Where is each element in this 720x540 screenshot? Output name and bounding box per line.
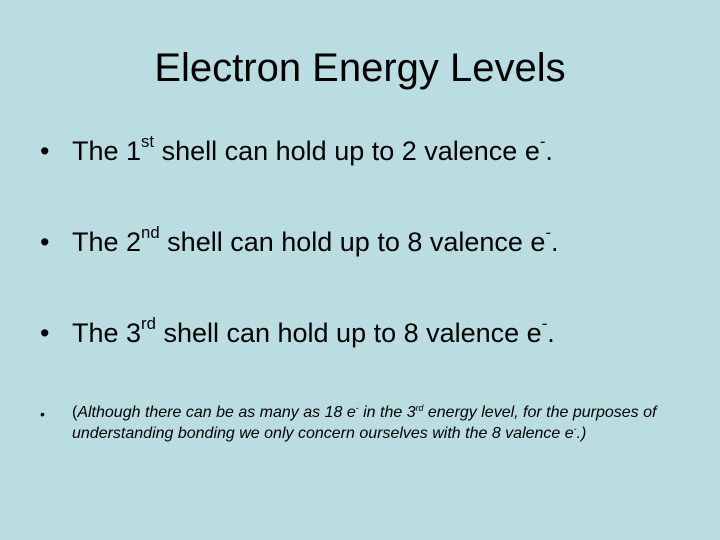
slide-title: Electron Energy Levels (154, 46, 566, 90)
ordinal-suffix: st (141, 132, 155, 152)
charge-superscript: - (539, 132, 546, 152)
ordinal-suffix: rd (141, 314, 156, 334)
note-part: Although there can be as many as 18 e (77, 404, 356, 421)
bullet-middle: shell can hold up to 8 valence e (155, 318, 542, 348)
bullet-marker: • (40, 136, 50, 166)
bullet-end: . (545, 136, 553, 166)
note-part: .) (576, 425, 587, 442)
ordinal-suffix: nd (141, 223, 160, 243)
ordinal-suffix: rd (415, 402, 424, 413)
charge-superscript: - (545, 223, 552, 243)
note-part: energy level, for the purposes of understanding bonding we only concern ourselves with the 8 valence e (72, 404, 657, 442)
charge-superscript: - (573, 423, 577, 434)
charge-superscript: - (541, 314, 548, 334)
bullet-middle: shell can hold up to 8 valence e (159, 227, 546, 257)
bullet-marker: • (40, 406, 45, 422)
bullet-lead: The 1 (72, 136, 142, 166)
bullet-middle: shell can hold up to 2 valence e (154, 136, 540, 166)
bullet-text (72, 223, 559, 258)
note-text (72, 402, 672, 444)
bullet-end: . (551, 227, 559, 257)
charge-superscript: - (355, 402, 359, 413)
bullet-text (72, 132, 553, 167)
note-part: in the 3 (358, 404, 416, 421)
bullet-lead: The 2 (72, 227, 142, 257)
bullet-marker: • (40, 227, 50, 257)
bullet-text (72, 314, 555, 349)
bullet-end: . (547, 318, 555, 348)
bullet-marker: • (40, 318, 50, 348)
bullet-lead: The 3 (72, 318, 142, 348)
note-paren: ( (72, 404, 78, 421)
